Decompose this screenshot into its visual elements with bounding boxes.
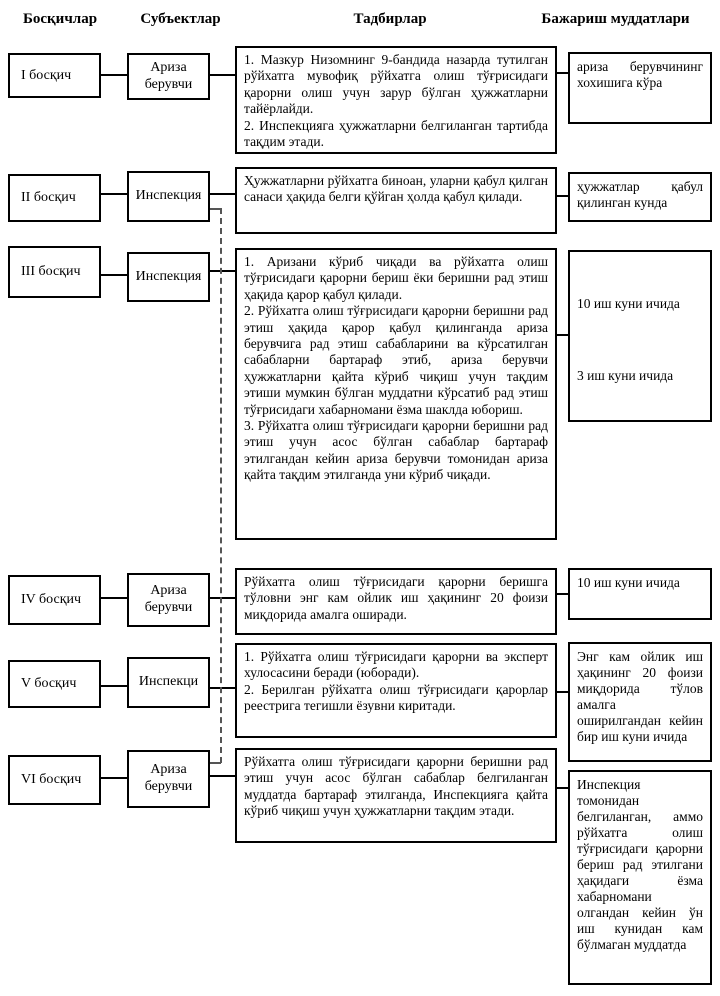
connector-line xyxy=(557,691,568,693)
stage-label-4: IV босқич xyxy=(21,592,82,607)
subject-label-1: Ариза берувчи xyxy=(144,59,193,92)
stage-box-1 xyxy=(8,53,101,98)
column-header-subjects: Субъектлар xyxy=(140,11,221,27)
subject-box-1 xyxy=(127,53,210,100)
subject-box-5 xyxy=(127,657,210,708)
column-header-stages: Босқичлар xyxy=(22,11,98,27)
subject-box-2 xyxy=(127,171,210,222)
subject-label-5: Инспекци xyxy=(138,674,199,690)
connector-line xyxy=(101,274,127,276)
column-header-activities: Тадбирлар xyxy=(353,11,427,27)
connector-line xyxy=(210,193,235,195)
stage-label-2: II босқич xyxy=(21,190,76,205)
activity-item: Рўйхатга олиш тўғрисидаги қарорни беришга тўловни энг кам ойлик иш ҳақининг 20 фоизи миқдорида амалга оширади. xyxy=(244,574,548,622)
stage-box-4 xyxy=(8,575,101,625)
connector-line xyxy=(101,74,127,76)
connector-line xyxy=(210,687,235,689)
activity-item: Рўйхатга олиш тўғрисидаги қарорни беришни рад этиш учун асос бўлган сабаблар белгиланган муддатда бартараф этилганда, Инспекцияга қайта кўриб чиқиш учун ҳужжатларни тақдим этади. xyxy=(244,754,548,819)
subject-label-3: Инспекция xyxy=(135,268,202,284)
connector-line xyxy=(101,597,127,599)
activity-box-3 xyxy=(235,248,557,540)
connector-line xyxy=(210,270,235,272)
stage-box-3 xyxy=(8,246,101,298)
connector-line xyxy=(210,597,235,599)
activity-box-6 xyxy=(235,748,557,843)
connector-line xyxy=(210,74,235,76)
subject-box-4 xyxy=(127,573,210,627)
connector-line xyxy=(101,685,127,687)
deadline-text: Инспекция томонидан белгиланган, аммо рўйхатга олиш тўғрисидаги қарорни бериш рад этилгани ҳақидаги ёзма хабарномани олгандан кейин ўн иш кунидан кам бўлмаган муддатда xyxy=(577,777,703,952)
activity-item: 3. Рўйхатга олиш тўғрисидаги қарорни беришни рад этиш учун асос бўлган сабаблар бартараф этилгандан кейин ариза берувчи томонидан ариза қайта тақдим этилганда уни кўриб чиқади. xyxy=(244,418,548,483)
stage-box-5 xyxy=(8,660,101,708)
dashed-feedback-line xyxy=(220,208,222,763)
stage-label-6: VI босқич xyxy=(21,772,82,787)
activity-item: 2. Рўйхатга олиш тўғрисидаги қарорни беришни рад этиш ҳақида қарор қабул қилинганда ариза берувчига рад этиш сабабларини ва кўрсатилган сабабларни бартараф этиб, ариза берувчи ҳужжатларни қайта кўриб чиқиш учун тақдим этиши мумкин бўлган муддатни кўрсатиб рад этиш тўғрисидаги хабарномани ёзма шаклда юбориш. xyxy=(244,303,548,417)
stage-label-5: V босқич xyxy=(21,676,77,691)
activity-item: 1. Рўйхатга олиш тўғрисидаги қарорни ва эксперт хулосасини беради (юборади). xyxy=(244,649,548,681)
subject-label-6: Ариза берувчи xyxy=(144,762,193,794)
activity-box-5 xyxy=(235,643,557,738)
subject-label-4: Ариза берувчи xyxy=(144,583,193,615)
deadline-text: ҳужжатлар қабул қилинган кунда xyxy=(577,179,703,210)
subject-box-3 xyxy=(127,252,210,302)
stage-box-2 xyxy=(8,174,101,222)
deadline-box-6 xyxy=(568,770,712,985)
activity-item: 1. Мазкур Низомнинг 9-бандида назарда тутилган рўйхатга мувофиқ рўйхатга олиш тўғрисидаги қарорни олиш учун зарур бўлган ҳужжатларни тайёрлайди. xyxy=(244,52,548,117)
deadline-box-1 xyxy=(568,52,712,124)
deadline-box-5 xyxy=(568,642,712,762)
deadline-box-4 xyxy=(568,568,712,620)
activity-item: Ҳужжатларни рўйхатга биноан, уларни қабул қилган санаси ҳақида белги қўйган ҳолда қабул қилади. xyxy=(244,173,548,205)
deadline-text: 10 иш куни ичида xyxy=(577,575,680,590)
deadline-text: 10 иш куни ичида xyxy=(577,296,680,311)
connector-line xyxy=(557,334,568,336)
activity-item: 1. Аризани кўриб чиқади ва рўйхатга олиш тўғрисидаги қарорни бериш ёки беришни рад этиш ҳақида қарор қабул қилади. xyxy=(244,254,548,302)
connector-line xyxy=(101,777,127,779)
connector-line xyxy=(557,195,568,197)
stage-label-3: III босқич xyxy=(21,264,81,279)
deadline-box-2 xyxy=(568,172,712,222)
column-header-deadlines: Бажариш муддатлари xyxy=(541,11,690,27)
activity-box-2 xyxy=(235,167,557,234)
stage-label-1: I босқич xyxy=(21,67,72,83)
connector-line xyxy=(210,775,235,777)
deadline-text: Энг кам ойлик иш ҳақининг 20 фоизи миқдорида тўлов амалга оширилгандан кейин бир иш куни ичида xyxy=(577,649,703,744)
dashed-connector-segment xyxy=(210,762,221,764)
connector-line xyxy=(557,787,568,789)
activity-item: 2. Берилган рўйхатга олиш тўғрисидаги қарорлар реестрига тегишли ёзувни киритади. xyxy=(244,681,548,714)
connector-line xyxy=(101,193,127,195)
subject-label-2: Инспекция xyxy=(135,188,202,204)
connector-line xyxy=(557,593,568,595)
activity-box-1 xyxy=(235,46,557,154)
deadline-box-3 xyxy=(568,250,712,422)
activity-box-4 xyxy=(235,568,557,635)
connector-line xyxy=(557,72,568,74)
stage-box-6 xyxy=(8,755,101,805)
activity-item: 2. Инспекцияга ҳужжатларни белгиланган тартибда тақдим этади. xyxy=(244,117,548,150)
subject-box-6 xyxy=(127,750,210,808)
deadline-text: 3 иш куни ичида xyxy=(577,368,674,383)
deadline-text: ариза берувчининг хохишига кўра xyxy=(577,59,703,90)
